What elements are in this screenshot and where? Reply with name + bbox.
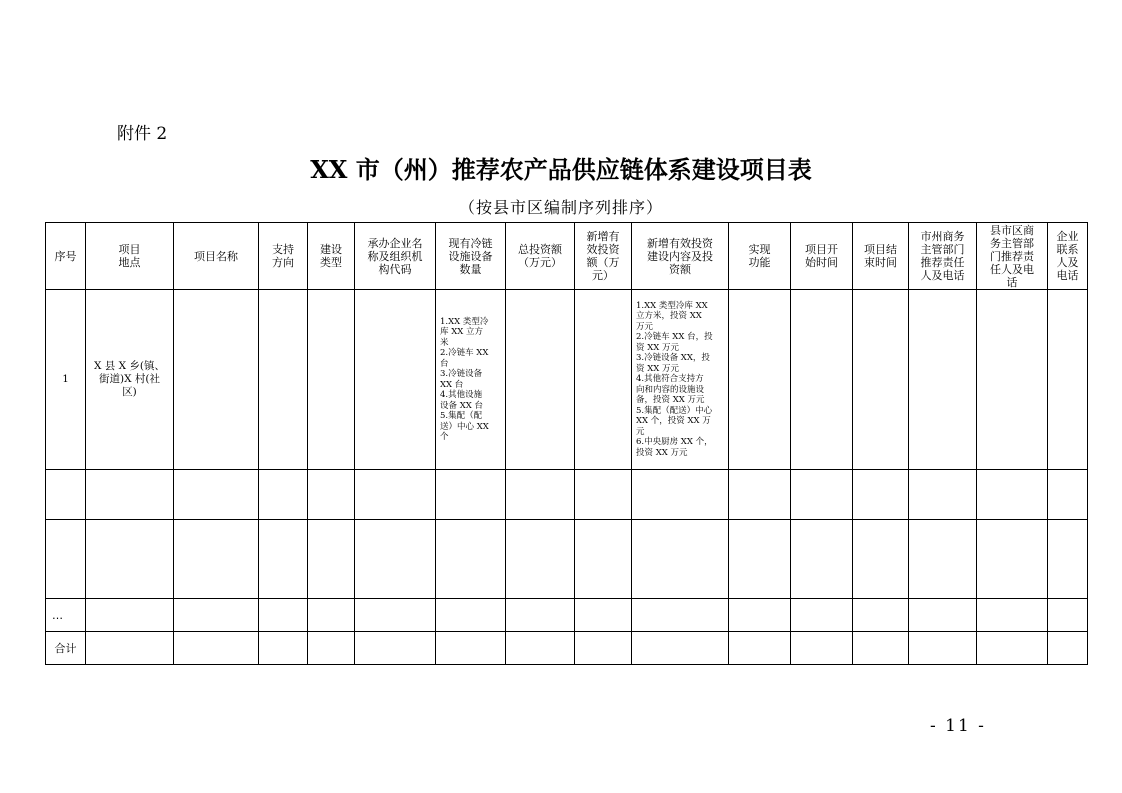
table-cell: [436, 470, 506, 520]
table-cell: [259, 599, 308, 632]
table-cell: [436, 520, 506, 599]
table-row: [46, 290, 1088, 470]
table-cell: [632, 470, 729, 520]
table-cell: [174, 290, 259, 470]
table-cell: [355, 599, 436, 632]
header-cell: 总投资额 （万元）: [506, 223, 575, 290]
total-label-cell: 合计: [46, 632, 86, 665]
table-cell: [977, 470, 1048, 520]
table-cell: [506, 470, 575, 520]
header-cell: 项目结 束时间: [853, 223, 909, 290]
table-cell: [853, 520, 909, 599]
header-cell: 支持 方向: [259, 223, 308, 290]
header-cell: 县市区商 务主管部 门推荐责 任人及电 话: [977, 223, 1048, 290]
header-cell: 新增有效投资 建设内容及投 资额: [632, 223, 729, 290]
table-row: [46, 520, 1088, 599]
table-cell: [575, 632, 632, 665]
table-cell: [729, 290, 791, 470]
table-cell: [506, 599, 575, 632]
table-cell: [909, 290, 977, 470]
header-cell: 建设 类型: [308, 223, 355, 290]
table-cell: [977, 599, 1048, 632]
table-cell: [791, 520, 853, 599]
table-cell: [791, 599, 853, 632]
header-cell: 项目名称: [174, 223, 259, 290]
table-row: [46, 470, 1088, 520]
attachment-label: 附件 2: [117, 124, 168, 144]
table-cell: [259, 632, 308, 665]
table-cell: [436, 632, 506, 665]
document-subtitle: （按县市区编制序列排序）: [458, 198, 663, 217]
page-number: - 11 -: [930, 716, 986, 736]
new-investment-content-cell: 1.XX 类型冷库 XX 立方米，投资 XX 万元 2.冷链车 XX 台，投 资 XX 万元 3.冷链设备 XX，投 资 XX 万元 4.其他符合支持方 向和内容的设施设 备，投资 XX 万元 5.集配（配送）中心 XX 个，投资 XX 万 元 6.中央厨房 XX 个， 投资 XX 万元: [632, 290, 729, 470]
table-cell: [174, 520, 259, 599]
table-cell: [853, 470, 909, 520]
table-cell: [506, 520, 575, 599]
table-cell: [575, 290, 632, 470]
table-cell: [355, 290, 436, 470]
table-cell: [174, 599, 259, 632]
header-cell: 市州商务 主管部门 推荐责任 人及电话: [909, 223, 977, 290]
header-cell: 项目开 始时间: [791, 223, 853, 290]
project-table: [45, 222, 1088, 665]
header-cell: 企业 联系 人及 电话: [1048, 223, 1088, 290]
header-cell: 序号: [46, 223, 86, 290]
table-cell: [259, 290, 308, 470]
table-cell: [575, 470, 632, 520]
table-cell: [436, 599, 506, 632]
table-cell: [729, 632, 791, 665]
table-cell: [86, 632, 174, 665]
table-cell: [791, 470, 853, 520]
table-cell: [729, 599, 791, 632]
table-row: [46, 599, 1088, 632]
table-cell: [308, 520, 355, 599]
table-cell: [632, 599, 729, 632]
table-cell: [575, 599, 632, 632]
table-cell: [1048, 470, 1088, 520]
table-cell: [729, 470, 791, 520]
table-cell: [791, 290, 853, 470]
table-cell: [174, 470, 259, 520]
table-cell: [46, 470, 86, 520]
table-cell: [1048, 290, 1088, 470]
header-cell: 承办企业名 称及组织机 构代码: [355, 223, 436, 290]
table-cell: [909, 599, 977, 632]
header-cell: 项目 地点: [86, 223, 174, 290]
table-total-row: [46, 632, 1088, 665]
table-cell: [506, 290, 575, 470]
header-cell: 现有冷链 设施设备 数量: [436, 223, 506, 290]
table-cell: [355, 632, 436, 665]
table-cell: [1048, 632, 1088, 665]
table-cell: [308, 599, 355, 632]
table-cell: [1048, 520, 1088, 599]
table-cell: [977, 290, 1048, 470]
ellipsis-cell: …: [46, 599, 86, 632]
header-cell: 实现 功能: [729, 223, 791, 290]
table-cell: [853, 290, 909, 470]
table-cell: [355, 470, 436, 520]
table-cell: [259, 470, 308, 520]
table-cell: [86, 599, 174, 632]
table-cell: [355, 520, 436, 599]
row-index-cell: 1: [46, 290, 86, 470]
table-cell: [174, 632, 259, 665]
table-header-row: [46, 223, 1088, 290]
header-cell: 新增有 效投资 额（万 元）: [575, 223, 632, 290]
table-cell: [909, 632, 977, 665]
document-title: XX 市（州）推荐农产品供应链体系建设项目表: [310, 155, 812, 184]
table-cell: [909, 470, 977, 520]
table-cell: [86, 470, 174, 520]
table-cell: [308, 632, 355, 665]
table-cell: [791, 632, 853, 665]
table-cell: [729, 520, 791, 599]
table-cell: [575, 520, 632, 599]
table-cell: [308, 290, 355, 470]
table-cell: [46, 520, 86, 599]
table-cell: [86, 520, 174, 599]
table-cell: [909, 520, 977, 599]
project-location-cell: X 县 X 乡(镇、 街道)X 村(社 区): [86, 290, 174, 470]
table-cell: [632, 520, 729, 599]
table-cell: [853, 632, 909, 665]
existing-facilities-cell: 1.XX 类型冷 库 XX 立方 米 2.冷链车 XX 台 3.冷链设备 XX 台 4.其他设施 设备 XX 台 5.集配（配 送）中心 XX 个: [436, 290, 506, 470]
table-cell: [506, 632, 575, 665]
table-cell: [977, 520, 1048, 599]
table-cell: [632, 632, 729, 665]
table-cell: [308, 470, 355, 520]
table-cell: [853, 599, 909, 632]
table-cell: [977, 632, 1048, 665]
table-cell: [259, 520, 308, 599]
table-cell: [1048, 599, 1088, 632]
